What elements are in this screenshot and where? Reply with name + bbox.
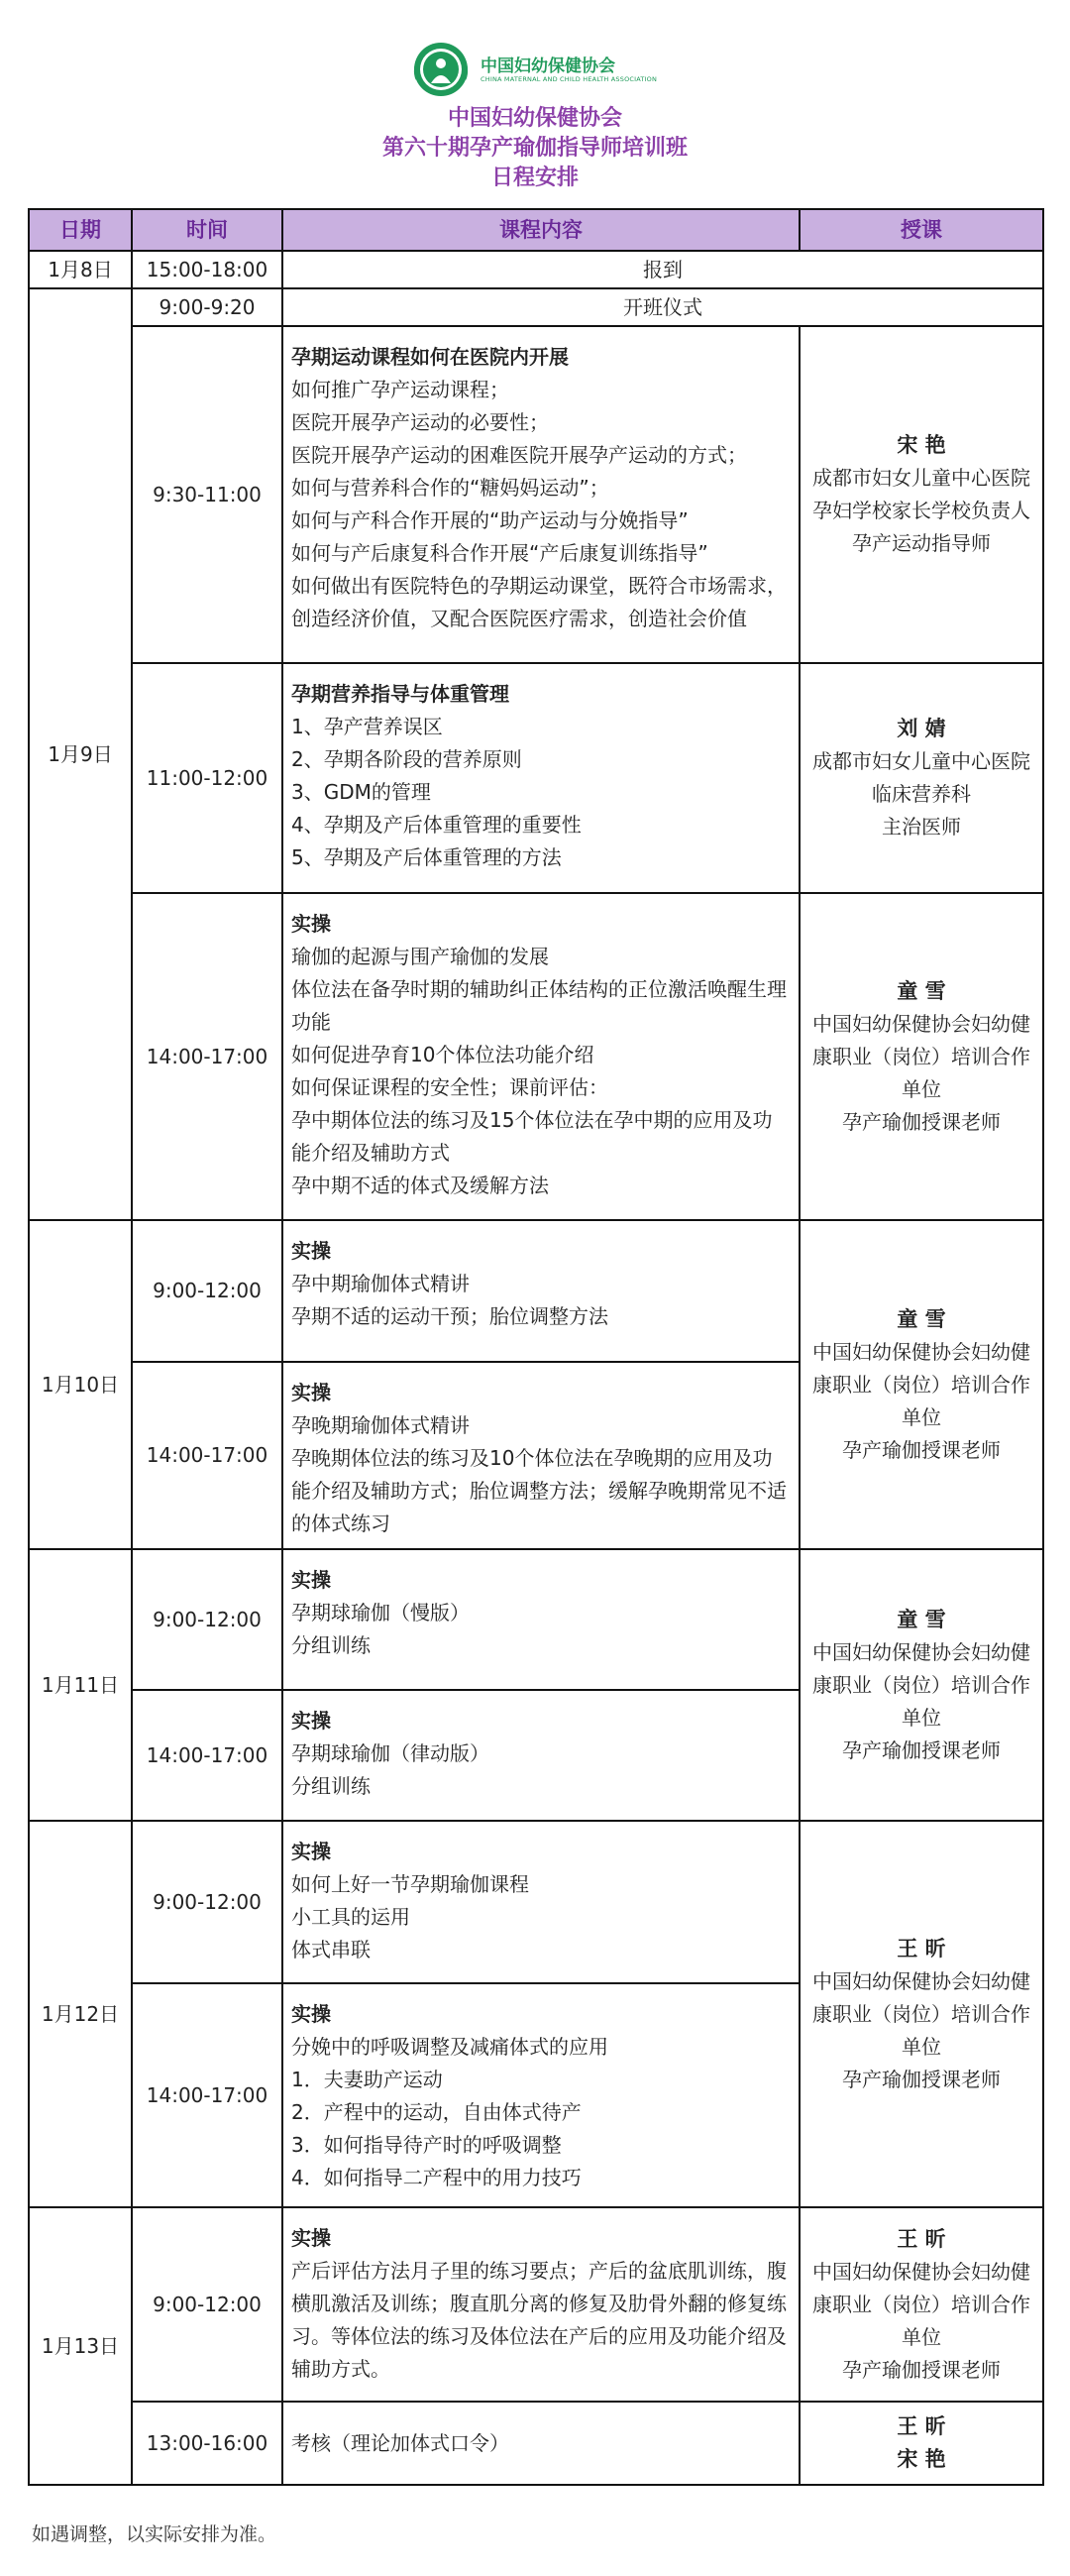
column-header-teacher: 授课: [800, 209, 1043, 251]
teacher-name: 王 昕: [897, 2226, 946, 2251]
table-row: [29, 1220, 1043, 1362]
course-heading: 实操: [291, 1381, 331, 1404]
date-cell: 1月12日: [29, 1821, 132, 2207]
course-line: 2．产程中的运动，自由体式待产: [291, 2100, 582, 2124]
course-line: 如何促进孕育10个体位法功能介绍: [291, 1043, 594, 1066]
course-line: 分组训练: [291, 1774, 371, 1798]
logo-emblem-icon: [409, 40, 473, 99]
teacher-affiliation: 孕产瑜伽授课老师: [842, 1737, 1001, 1762]
course-line: 如何与产后康复科合作开展“产后康复训练指导”: [291, 541, 708, 565]
course-heading: 实操: [291, 2002, 331, 2026]
course-line: 如何推广孕产运动课程；: [291, 378, 509, 401]
teacher-cell: [800, 1220, 1043, 1549]
course-line: 小工具的运用: [291, 1905, 410, 1929]
association-logo: [409, 40, 658, 99]
column-header-time: 时间: [132, 209, 282, 251]
content-cell: 开班仪式: [282, 288, 1043, 326]
course-line: 孕期球瑜伽（律动版）: [291, 1741, 489, 1765]
table-row: [29, 326, 1043, 663]
course-line: 体位法在备孕时期的辅助纠正体结构的正位激活唤醒生理功能: [291, 977, 787, 1034]
course-line: 分娩中的呼吸调整及减痛体式的应用: [291, 2035, 608, 2059]
course-line: 4．如何指导二产程中的用力技巧: [291, 2166, 582, 2189]
teacher-affiliation: 孕产运动指导师: [852, 531, 991, 555]
time-cell: 9:00-12:00: [132, 2207, 282, 2402]
teacher-name: 童 雪: [897, 1607, 946, 1631]
teacher-affiliation: 孕产瑜伽授课老师: [842, 1437, 1001, 1462]
schedule-table: [28, 208, 1044, 2486]
content-cell: [282, 1983, 800, 2207]
teacher-name: 宋 艳: [897, 2447, 946, 2471]
time-cell: 14:00-17:00: [132, 1983, 282, 2207]
course-line: 如何与营养科合作的“糖妈妈运动”；: [291, 476, 609, 500]
content-cell: [282, 1362, 800, 1549]
time-cell: 9:00-12:00: [132, 1821, 282, 1983]
course-heading: 实操: [291, 2226, 331, 2250]
teacher-name: 刘 婧: [897, 717, 946, 740]
time-cell: 11:00-12:00: [132, 663, 282, 893]
date-cell: 1月9日: [29, 288, 132, 1220]
logo-name-cn: 中国妇幼保健协会: [481, 56, 615, 76]
teacher-affiliation: 中国妇幼保健协会妇幼健康职业（岗位）培训合作单位: [812, 1011, 1030, 1101]
table-row: [29, 251, 1043, 288]
content-cell: [282, 1220, 800, 1362]
course-heading: 实操: [291, 1239, 331, 1263]
date-cell: 1月8日: [29, 251, 132, 288]
course-line: 4、孕期及产后体重管理的重要性: [291, 813, 582, 837]
teacher-affiliation: 主治医师: [882, 815, 961, 839]
table-row: [29, 2207, 1043, 2402]
course-line: 3．如何指导待产时的呼吸调整: [291, 2133, 562, 2157]
content-cell: [282, 663, 800, 893]
course-line: 孕期球瑜伽（慢版）: [291, 1601, 470, 1624]
time-cell: 15:00-18:00: [132, 251, 282, 288]
content-cell: 报到: [282, 251, 1043, 288]
schedule-title: 日程安排: [490, 166, 579, 190]
column-header-date: 日期: [29, 209, 132, 251]
time-cell: 9:00-12:00: [132, 1220, 282, 1362]
content-cell: [282, 1690, 800, 1821]
course-line: 如何保证课程的安全性；课前评估：: [291, 1075, 608, 1099]
course-line: 1．夫妻助产运动: [291, 2068, 443, 2091]
course-line: 2、孕期各阶段的营养原则: [291, 747, 522, 771]
teacher-name: 王 昕: [897, 1936, 946, 1960]
teacher-cell: [800, 326, 1043, 663]
time-cell: 9:00-12:00: [132, 1549, 282, 1690]
teacher-affiliation: 成都市妇女儿童中心医院孕妇学校家长学校负责人: [812, 466, 1030, 522]
course-line: 分组训练: [291, 1633, 371, 1657]
course-line: 医院开展孕产运动的困难医院开展孕产运动的方式；: [291, 443, 747, 467]
course-line: 如何做出有医院特色的孕期运动课堂，既符合市场需求，创造经济价值，又配合医院医疗需求，创造社会价值: [291, 574, 787, 630]
teacher-affiliation: 孕产瑜伽授课老师: [842, 2067, 1001, 2091]
course-line: 孕中期瑜伽体式精讲: [291, 1272, 470, 1295]
table-row: [29, 1821, 1043, 1983]
date-cell: 1月10日: [29, 1220, 132, 1549]
teacher-cell: [800, 1549, 1043, 1821]
org-title: 中国妇幼保健协会: [447, 106, 622, 131]
content-cell: [282, 326, 800, 663]
course-line: 孕晚期体位法的练习及10个体位法在孕晚期的应用及功能介绍及辅助方式；胎位调整方法；缓解孕晚期常见不适的体式练习: [291, 1446, 787, 1535]
course-line: 1、孕产营养误区: [291, 715, 443, 738]
teacher-affiliation: 中国妇幼保健协会妇幼健康职业（岗位）培训合作单位: [812, 1968, 1030, 2059]
course-line: 3、GDM的管理: [291, 780, 431, 804]
course-line: 孕中期体位法的练习及15个体位法在孕中期的应用及功能介绍及辅助方式: [291, 1108, 773, 1165]
course-heading: 实操: [291, 912, 331, 936]
content-cell: 考核（理论加体式口令）: [282, 2402, 800, 2485]
course-line: 瑜伽的起源与围产瑜伽的发展: [291, 945, 549, 968]
teacher-affiliation: 孕产瑜伽授课老师: [842, 1109, 1001, 1134]
course-line: 孕中期不适的体式及缓解方法: [291, 1174, 549, 1197]
teacher-cell: [800, 1821, 1043, 2207]
time-cell: 14:00-17:00: [132, 893, 282, 1220]
course-line: 产后评估方法月子里的练习要点；产后的盆底肌训练，腹横肌激活及训练；腹直肌分离的修复及肋骨外翻的修复练习。等体位法的练习及体位法在产后的应用及功能介绍及辅助方式。: [291, 2259, 787, 2381]
table-row: [29, 2402, 1043, 2485]
teacher-affiliation: 中国妇幼保健协会妇幼健康职业（岗位）培训合作单位: [812, 1639, 1030, 1730]
course-heading: 实操: [291, 1840, 331, 1863]
time-cell: 14:00-17:00: [132, 1690, 282, 1821]
logo-name-en: CHINA MATERNAL AND CHILD HEALTH ASSOCIATION: [481, 75, 658, 83]
content-cell: [282, 893, 800, 1220]
table-row: [29, 1549, 1043, 1690]
table-row: [29, 663, 1043, 893]
date-cell: 1月13日: [29, 2207, 132, 2485]
content-cell: [282, 1821, 800, 1983]
date-cell: 1月11日: [29, 1549, 132, 1821]
course-heading: 实操: [291, 1568, 331, 1592]
course-line: 如何上好一节孕期瑜伽课程: [291, 1872, 529, 1896]
course-line: 医院开展孕产运动的必要性；: [291, 410, 549, 434]
teacher-cell: [800, 663, 1043, 893]
teacher-affiliation: 中国妇幼保健协会妇幼健康职业（岗位）培训合作单位: [812, 1339, 1030, 1429]
teacher-name: 童 雪: [897, 978, 946, 1003]
course-title: 第六十期孕产瑜伽指导师培训班: [381, 136, 688, 161]
course-line: 孕期不适的运动干预；胎位调整方法: [291, 1304, 608, 1328]
course-line: 如何与产科合作开展的“助产运动与分娩指导”: [291, 508, 689, 532]
course-heading: 孕期运动课程如何在医院内开展: [291, 345, 569, 369]
teacher-cell: [800, 893, 1043, 1220]
course-line: 孕晚期瑜伽体式精讲: [291, 1413, 470, 1437]
teacher-name: 王 昕: [897, 2414, 946, 2438]
column-header-content: 课程内容: [282, 209, 800, 251]
course-heading: 实操: [291, 1709, 331, 1733]
time-cell: 9:30-11:00: [132, 326, 282, 663]
footnote: 如遇调整，以实际安排为准。: [32, 2523, 277, 2545]
teacher-cell: [800, 2207, 1043, 2402]
table-header-row: [29, 209, 1043, 251]
table-row: [29, 288, 1043, 326]
content-cell: [282, 1549, 800, 1690]
teacher-name: 宋 艳: [897, 433, 946, 457]
teacher-affiliation: 中国妇幼保健协会妇幼健康职业（岗位）培训合作单位: [812, 2259, 1030, 2349]
content-cell: [282, 2207, 800, 2402]
teacher-affiliation: 成都市妇女儿童中心医院临床营养科: [812, 749, 1030, 806]
time-cell: 13:00-16:00: [132, 2402, 282, 2485]
teacher-name: 童 雪: [897, 1306, 946, 1331]
teacher-cell: [800, 2402, 1043, 2485]
teacher-affiliation: 孕产瑜伽授课老师: [842, 2357, 1001, 2382]
time-cell: 9:00-9:20: [132, 288, 282, 326]
course-line: 体式串联: [291, 1938, 371, 1961]
course-heading: 孕期营养指导与体重管理: [291, 682, 509, 706]
time-cell: 14:00-17:00: [132, 1362, 282, 1549]
table-row: [29, 893, 1043, 1220]
course-line: 5、孕期及产后体重管理的方法: [291, 845, 562, 869]
